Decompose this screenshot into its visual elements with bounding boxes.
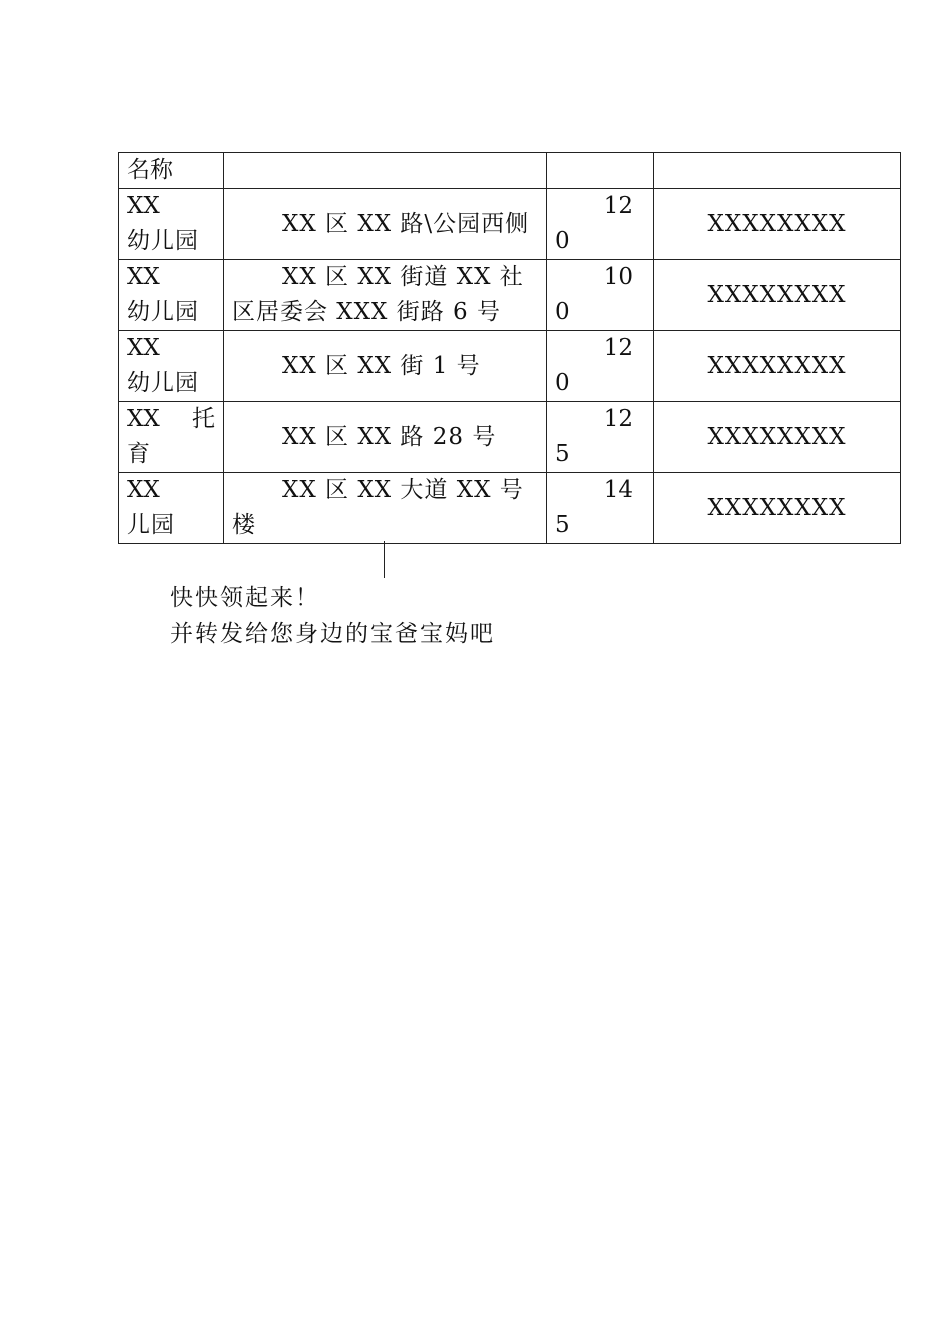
address-line1: XX 区 XX 路 28 号 bbox=[282, 423, 497, 450]
note-line1: 快快领起来！ bbox=[170, 585, 320, 611]
table-row bbox=[119, 473, 901, 544]
name-line1 bbox=[127, 402, 215, 437]
cell-phone: XXXXXXXX bbox=[654, 473, 901, 544]
name-line1: XX bbox=[127, 477, 160, 503]
cell-name bbox=[119, 402, 224, 473]
capacity-line1: 12 bbox=[603, 406, 633, 432]
header-capacity bbox=[547, 153, 654, 189]
capacity-line1: 12 bbox=[603, 335, 633, 361]
cell-capacity bbox=[547, 189, 654, 260]
table-row bbox=[119, 331, 901, 402]
capacity-line2: 5 bbox=[555, 441, 570, 467]
cell-address bbox=[224, 189, 547, 260]
cell-name bbox=[119, 331, 224, 402]
cell-capacity bbox=[547, 331, 654, 402]
name-line2: 育 bbox=[127, 441, 151, 467]
cell-capacity bbox=[547, 473, 654, 544]
cell-phone: XXXXXXXX bbox=[654, 331, 901, 402]
header-phone bbox=[654, 153, 901, 189]
address-line1: XX 区 XX 大道 XX 号 bbox=[282, 477, 524, 503]
kindergarten-table bbox=[118, 152, 901, 544]
cell-phone: XXXXXXXX bbox=[654, 189, 901, 260]
capacity-line2: 0 bbox=[555, 228, 570, 254]
name-line2: 幼儿园 bbox=[127, 299, 199, 325]
cell-address bbox=[224, 402, 547, 473]
header-name: 名称 bbox=[119, 153, 224, 189]
capacity-line1: 12 bbox=[603, 193, 633, 219]
cell-name bbox=[119, 189, 224, 260]
note-line2: 并转发给您身边的宝爸宝妈吧 bbox=[170, 621, 495, 647]
table-row bbox=[119, 402, 901, 473]
cell-name bbox=[119, 260, 224, 331]
name-line2: 幼儿园 bbox=[127, 370, 199, 396]
cell-phone: XXXXXXXX bbox=[654, 260, 901, 331]
capacity-line1: 14 bbox=[603, 477, 633, 503]
cell-name bbox=[119, 473, 224, 544]
name-line1: XX bbox=[127, 335, 160, 361]
header-address bbox=[224, 153, 547, 189]
name-line1-part-b: 托 bbox=[192, 406, 215, 432]
address-line1: XX 区 XX 街 1 号 bbox=[282, 352, 481, 379]
cell-capacity bbox=[547, 402, 654, 473]
address-line1: XX 区 XX 街道 XX 社 bbox=[282, 264, 524, 290]
name-line1: XX bbox=[127, 264, 160, 290]
capacity-line2: 0 bbox=[555, 299, 570, 325]
cell-address bbox=[224, 473, 547, 544]
name-line2: 幼儿园 bbox=[127, 228, 199, 254]
address-line2: 楼 bbox=[232, 512, 256, 538]
name-line2: 儿园 bbox=[127, 512, 175, 538]
capacity-line2: 5 bbox=[555, 512, 570, 538]
table-header-row bbox=[119, 153, 901, 189]
name-line1: XX bbox=[127, 193, 160, 219]
cell-capacity bbox=[547, 260, 654, 331]
table-row bbox=[119, 189, 901, 260]
name-line1-part-a: XX bbox=[127, 406, 160, 432]
capacity-line2: 0 bbox=[555, 370, 570, 396]
cell-phone: XXXXXXXX bbox=[654, 402, 901, 473]
capacity-line1: 10 bbox=[603, 264, 633, 290]
cell-address bbox=[224, 331, 547, 402]
table-divider-stub bbox=[384, 541, 385, 578]
address-line1: XX 区 XX 路\公园西侧 bbox=[282, 210, 530, 237]
table-row bbox=[119, 260, 901, 331]
address-line2: 区居委会 XXX 街路 6 号 bbox=[232, 299, 501, 325]
cell-address bbox=[224, 260, 547, 331]
